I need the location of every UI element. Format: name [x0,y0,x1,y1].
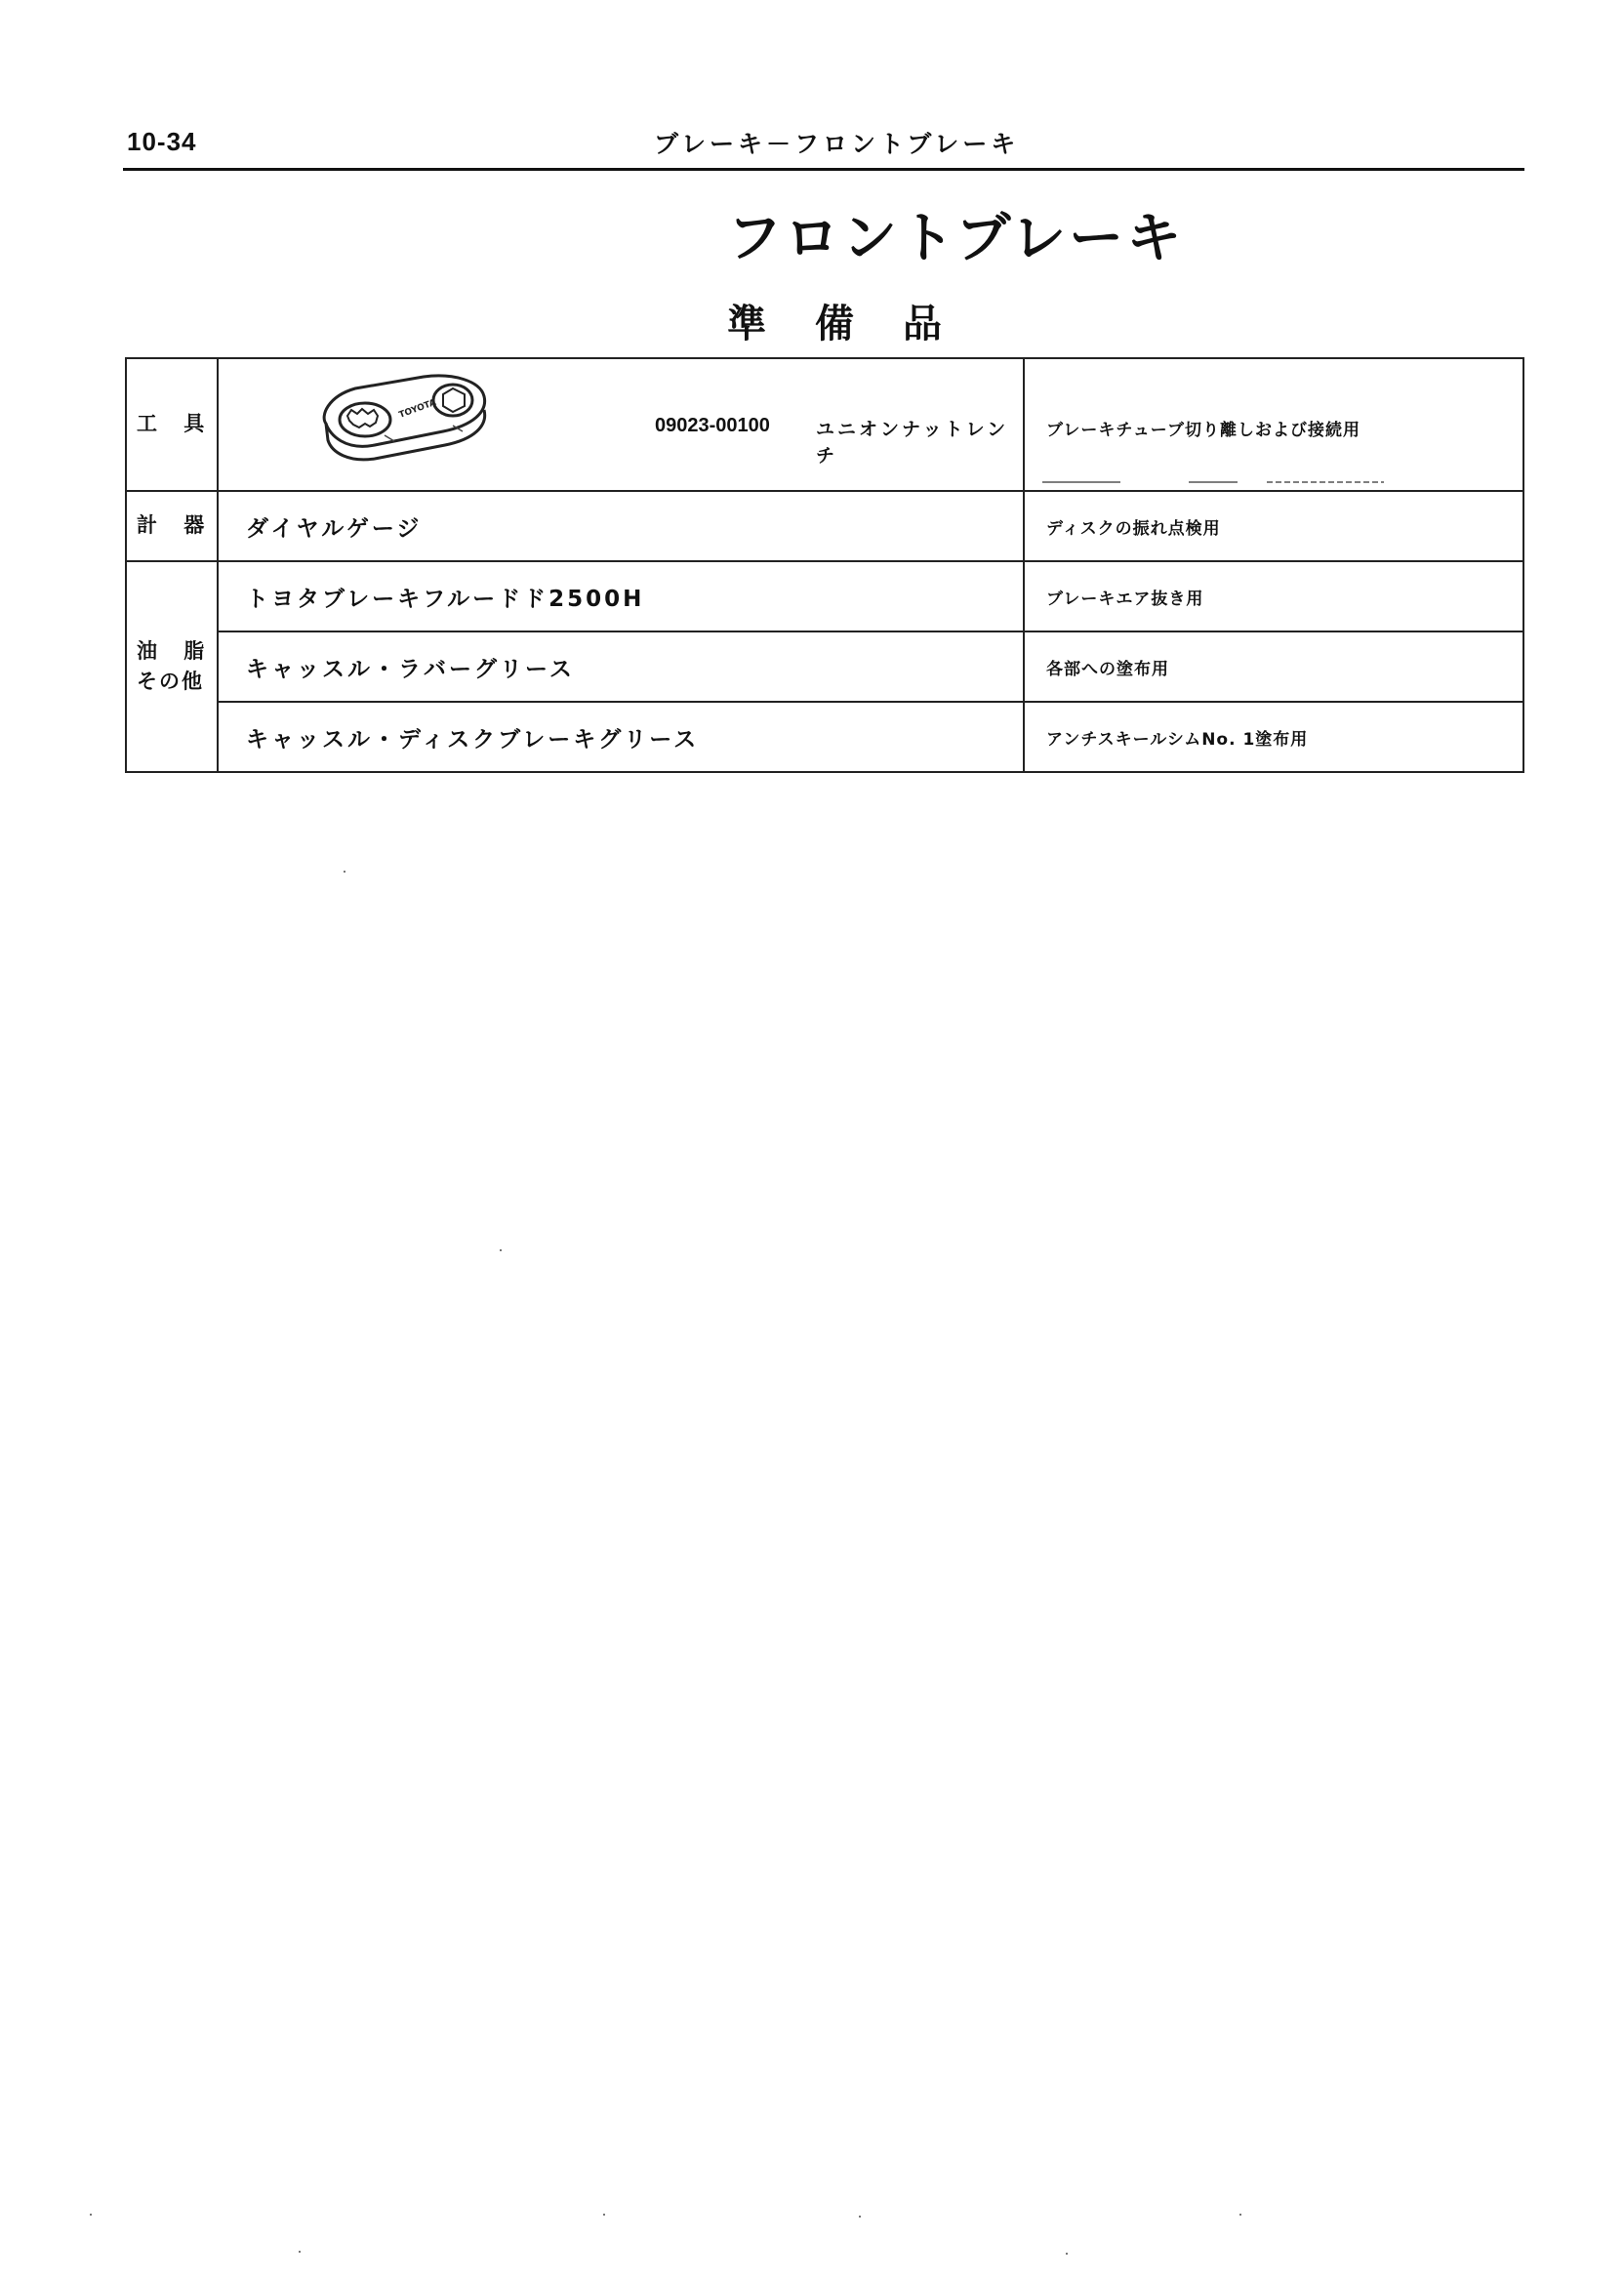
lubricant-use: アンチスキールシムNo. 1塗布用 [1024,702,1523,772]
lubricant-name: キャッスル・ラバーグリース [218,631,1024,702]
category-lubricants-line1: 油 脂 [137,638,215,663]
gauge-name: ダイヤルゲージ [218,491,1024,561]
lubricant-use: 各部への塗布用 [1024,631,1523,702]
gauge-use: ディスクの振れ点検用 [1024,491,1523,561]
table-row-lubricant [126,702,1523,772]
category-gauge-label: 計 器 [137,513,215,538]
scan-speck [344,871,345,873]
tool-name: ユニオンナットレンチ [816,419,1009,467]
category-lubricants [126,561,218,772]
lubricant-use: ブレーキエア抜き用 [1024,561,1523,631]
page-number: 10-34 [127,127,197,156]
table-row-tool [126,358,1523,491]
tool-item-cell [218,358,1024,491]
svg-text:TOYOTA: TOYOTA [397,397,438,421]
header-rule [123,168,1524,171]
tool-use-cell [1024,358,1523,491]
scan-speck [299,2251,301,2253]
category-tool [126,358,218,491]
scan-underline-marks [1033,479,1403,485]
scan-speck [1066,2253,1068,2255]
lubricant-name: キャッスル・ディスクブレーキグリース [218,702,1024,772]
preparation-items-table [125,357,1524,773]
table-row-lubricant [126,561,1523,631]
category-gauge [126,491,218,561]
table-row-gauge [126,491,1523,561]
union-nut-wrench-illustration [306,367,502,474]
scan-speck [500,1249,502,1251]
subsection-title: 準備品 [727,302,991,346]
running-title: ブレーキ－フロントブレーキ [654,130,1020,158]
scan-speck [1239,2214,1241,2216]
tool-part-number: 09023-00100 [655,415,770,436]
lubricant-name: トヨタブレーキフルードド2500H [218,561,1024,631]
tool-use: ブレーキチューブ切り離しおよび接続用 [1046,421,1360,440]
scan-speck [859,2216,861,2218]
category-lubricants-line2: その他 [137,670,204,693]
scan-speck [90,2214,92,2216]
scan-speck [603,2214,605,2216]
category-tool-label: 工 具 [137,412,215,436]
table-row-lubricant [126,631,1523,702]
section-title: フロントブレーキ [727,207,1185,270]
